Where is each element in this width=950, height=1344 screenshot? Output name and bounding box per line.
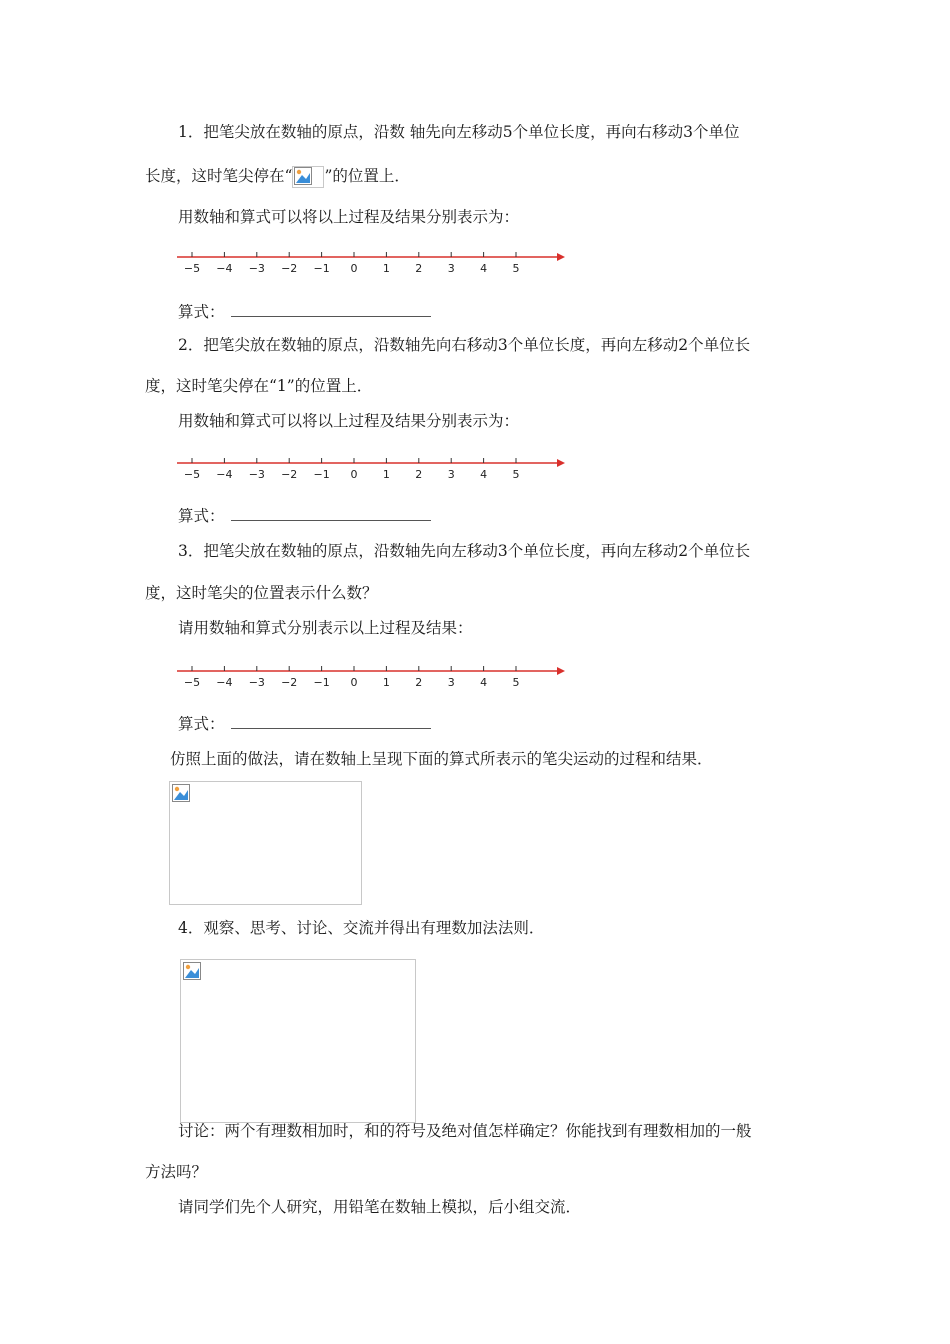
discussion-line1 (178, 1120, 752, 1142)
broken-image-icon (294, 167, 312, 185)
q1-formula (178, 301, 431, 323)
q1-instruction (178, 206, 519, 228)
broken-image-icon (172, 784, 190, 802)
q1-line2 (145, 165, 410, 188)
number-line-tick-label: 5 (512, 262, 520, 275)
imitate-text-content: 仿照上面的做法，请在数轴上呈现下面的算式所表示的笔尖运动的过程和结果． (170, 750, 713, 768)
number-line-tick-label: −5 (183, 468, 201, 481)
q3-line2 (145, 582, 378, 604)
q2-line1-text: 2．把笔尖放在数轴的原点，沿数轴先向右移动3个单位长度，再向左移动2个单位长 (178, 336, 751, 354)
imitate-text (170, 748, 713, 770)
number-line-tick-label: −5 (183, 676, 201, 689)
q1-instruction-text: 用数轴和算式可以将以上过程及结果分别表示为： (178, 208, 520, 226)
q1-line2-text-a: 长度，这时笔尖停在“ (145, 167, 293, 185)
number-line-tick-label: −3 (248, 262, 265, 275)
number-line-2 (175, 454, 575, 484)
q3-formula-label: 算式： (178, 715, 225, 733)
number-line-tick-label: 1 (382, 262, 390, 275)
q2-formula (178, 505, 431, 527)
q4-line1-text: 4．观察、思考、讨论、交流并得出有理数加法法则． (178, 919, 545, 937)
number-line-tick-label: 5 (512, 468, 520, 481)
number-line-arrow (557, 667, 565, 675)
number-line-tick-label: 2 (415, 468, 423, 481)
number-line-tick-label: 2 (415, 676, 423, 689)
q1-formula-blank[interactable] (231, 302, 431, 317)
number-line-tick-label: −1 (313, 676, 330, 689)
q2-line2-text: 度，这时笔尖停在“1”的位置上． (145, 377, 373, 395)
number-line-arrow (557, 459, 565, 467)
q3-formula-blank[interactable] (231, 714, 431, 729)
q3-line2-text: 度，这时笔尖的位置表示什么数？ (145, 584, 378, 602)
number-line-tick-label: 2 (415, 262, 423, 275)
number-line-1 (175, 248, 575, 278)
q3-instruction (178, 617, 473, 639)
q3-line1 (178, 540, 750, 562)
q3-line1-text: 3．把笔尖放在数轴的原点，沿数轴先向左移动3个单位长度，再向左移动2个单位长 (178, 542, 751, 560)
number-line-tick-label: −2 (281, 676, 298, 689)
number-line-tick-label: 5 (512, 676, 520, 689)
number-line-arrow (557, 253, 565, 261)
q1-line2-text-b: ”的位置上． (324, 167, 410, 185)
number-line-tick-label: −2 (281, 262, 298, 275)
q4-line1 (178, 917, 544, 939)
q2-line1 (178, 334, 750, 356)
number-line-tick-label: 1 (382, 468, 390, 481)
q2-formula-label: 算式： (178, 507, 225, 525)
number-line-tick-label: −2 (281, 468, 298, 481)
discussion-line2 (145, 1161, 207, 1183)
number-line-tick-label: 4 (480, 262, 488, 275)
number-line-tick-label: −4 (216, 676, 233, 689)
rule-image-placeholder (180, 959, 416, 1123)
number-line-tick-label: −4 (216, 468, 233, 481)
q2-formula-blank[interactable] (231, 506, 431, 521)
number-line-tick-label: 4 (480, 468, 488, 481)
q1-line1-text: 1．把笔尖放在数轴的原点，沿数 轴先向左移动5个单位长度，再向右移动3个单位 (178, 123, 740, 141)
discussion-line3-text: 请同学们先个人研究，用铅笔在数轴上模拟，后小组交流． (178, 1198, 582, 1216)
number-line-tick-label: 3 (447, 676, 455, 689)
number-line-tick-label: −1 (313, 468, 330, 481)
q2-instruction (178, 410, 519, 432)
number-line-tick-label: 0 (350, 468, 358, 481)
broken-image-icon (183, 962, 201, 980)
number-line-tick-label: 3 (447, 262, 455, 275)
number-line-tick-label: 0 (350, 676, 358, 689)
q2-line2 (145, 375, 372, 397)
q3-formula (178, 713, 431, 735)
q1-answer-image (292, 166, 324, 188)
number-line-tick-label: −1 (313, 262, 330, 275)
number-line-3 (175, 662, 575, 692)
number-line-tick-label: −3 (248, 468, 265, 481)
number-line-tick-label: 3 (447, 468, 455, 481)
formula-image-placeholder (169, 781, 362, 905)
q3-instruction-text: 请用数轴和算式分别表示以上过程及结果： (178, 619, 473, 637)
q2-instruction-text: 用数轴和算式可以将以上过程及结果分别表示为： (178, 412, 520, 430)
discussion-line1-text: 讨论：两个有理数相加时，和的符号及绝对值怎样确定？你能找到有理数相加的一般 (178, 1122, 752, 1140)
number-line-tick-label: 1 (382, 676, 390, 689)
number-line-tick-label: −5 (183, 262, 201, 275)
discussion-line2-text: 方法吗？ (145, 1163, 208, 1181)
number-line-tick-label: −3 (248, 676, 265, 689)
q1-formula-label: 算式： (178, 303, 225, 321)
number-line-tick-label: 4 (480, 676, 488, 689)
q1-line1 (178, 121, 740, 143)
discussion-line3 (178, 1196, 581, 1218)
number-line-tick-label: −4 (216, 262, 233, 275)
number-line-tick-label: 0 (350, 262, 358, 275)
